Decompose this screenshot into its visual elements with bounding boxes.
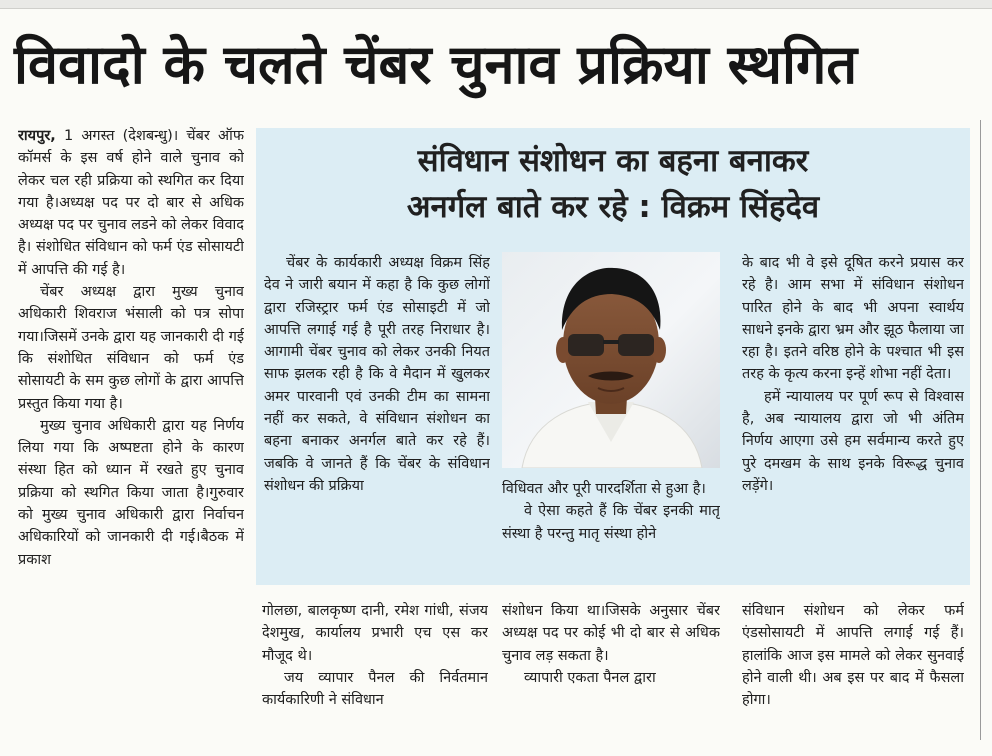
main-headline: विवादो के चलते चेंबर चुनाव प्रक्रिया स्थगित bbox=[14, 33, 858, 96]
box-headline-line-1: संविधान संशोधन का बहना बनाकर bbox=[417, 143, 809, 179]
box-col3-paragraph-1: के बाद भी वे इसे दूषित करने प्रयास कर रहे है। आम सभा में संविधान संशोधन पारित होने के बाद भी अपना स्वार्थय साधने इनके द्वारा भ्रम और झूठ फैलाया जा रहा है। इतने वरिष्ठ होने के पश्चात भी इस तरह के कृत्य करना इन्हें शोभा नहीं देता। bbox=[742, 255, 964, 383]
left-article-column bbox=[18, 125, 244, 740]
portrait-photo bbox=[502, 252, 720, 468]
dateline-text: 1 अगस्त (देशबन्धु)। चेंबर ऑफ कॉमर्स के इस वर्ष होने वाले चुनाव को लेकर चल रही प्रक्रिया को स्थगित कर दिया गया है।अध्यक्ष पद पर दो बार से अधिक अध्यक्ष पद पर चुनाव लडने को लेकर विवाद है। संशोधित संविधान को फर्म एंड सोसायटी में आपत्ति की गई है। bbox=[18, 128, 244, 278]
page-top-border bbox=[0, 0, 992, 9]
lower-column-1 bbox=[262, 600, 488, 740]
lower-column-3 bbox=[742, 600, 964, 740]
box-column-3 bbox=[742, 252, 964, 582]
left-paragraph-2: चेंबर अध्यक्ष द्वारा मुख्य चुनाव अधिकारी शिवराज भंसाली को पत्र सोपा गया।जिसमें उनके द्वारा यह जानकारी दी गई कि संशोधित संविधान को फर्म एंड सोसायटी के सम कुछ लोगों के द्वारा आपत्ति प्रस्तुत किया गया है। bbox=[18, 284, 244, 412]
box-headline-line-2: अनर्गल बाते कर रहे : विक्रम सिंहदेव bbox=[406, 189, 820, 225]
left-paragraph-3: मुख्य चुनाव अधिकारी द्वारा यह निर्णय लिया गया कि अष्पष्टता होने के कारण संस्था हित को ध्यान में रखते हुए चुनाव प्रक्रिया को स्थगित किया जाता है।गुरुवार को मुख्य चुनाव अधिकारी द्वारा निर्वाचन अधिकारियों को जानकारी दी गई।बैठक में प्रकाश bbox=[18, 417, 244, 568]
box-column-1 bbox=[264, 252, 490, 582]
box-col2-paragraph-2: वे ऐसा कहते हैं कि चेंबर इनकी मातृ संस्था है परन्तु मातृ संस्था होने bbox=[502, 503, 720, 542]
lower-col2-paragraph-1: संशोधन किया था।जिसके अनुसार चेंबर अध्यक्ष पद पर कोई भी दो बार से अधिक चुनाव लड़ सकता है। bbox=[502, 603, 720, 664]
lower-col3-paragraph-1: संविधान संशोधन को लेकर फर्म एंडसोसायटी में आपत्ति लगाई गई हैं। हालांकि आज इस मामले को लेकर सुनवाई होने वाली थी। अब इस पर बाद में फैसला होगा। bbox=[742, 603, 964, 709]
box-col3-paragraph-2: हमें न्यायालय पर पूर्ण रूप से विश्वास है, अब न्यायालय द्वारा जो भी अंतिम निर्णय आएगा उसे हम सर्वमान्य करते हुए पुरे दमखम के साथ इनके विरूद्ध चुनाव लड़ेंगे। bbox=[742, 388, 964, 494]
lower-column-2 bbox=[502, 600, 720, 740]
lower-col1-paragraph-1: गोलछा, बालकृष्ण दानी, रमेश गांधी, संजय देशमुख, कार्यालय प्रभारी एच एस कर मौजूद थे। bbox=[262, 603, 488, 664]
dateline-place: रायपुर, bbox=[18, 128, 56, 144]
box-col2-paragraph-1: विधिवत और पूरी पारदर्शिता से हुआ है। bbox=[502, 481, 706, 497]
lower-col1-paragraph-2: जय व्यापार पैनल की निर्वतमान कार्यकारिणी ने संविधान bbox=[262, 669, 488, 709]
portrait-image bbox=[502, 252, 720, 468]
lower-col2-paragraph-2: व्यापारी एकता पैनल द्वारा bbox=[524, 669, 656, 686]
boxed-article bbox=[256, 128, 970, 585]
box-column-2 bbox=[502, 478, 720, 582]
dateline-paragraph bbox=[18, 125, 244, 281]
column-divider bbox=[980, 120, 981, 740]
boxed-article-headline bbox=[256, 138, 970, 230]
box-col1-text: चेंबर के कार्यकारी अध्यक्ष विक्रम सिंह देव ने जारी बयान में कहा है कि कुछ लोगों द्वारा रजिस्ट्रार फर्म एंड सोसाइटी में जो आपत्ति लगाई गई है पूरी तरह निराधार है। आगामी चेंबर चुनाव को लेकर उनकी नियत साफ झलक रही है कि वे मैदान में खुलकर अमर पारवानी एवं उनकी टीम का सामना नहीं कर सकते, वे संविधान संशोधन का बहना बनाकर अनर्गल बाते कर रहे हैं।जबकि वे जानते हैं कि चेंबर के संविधान संशोधन की प्रक्रिया bbox=[264, 255, 490, 494]
